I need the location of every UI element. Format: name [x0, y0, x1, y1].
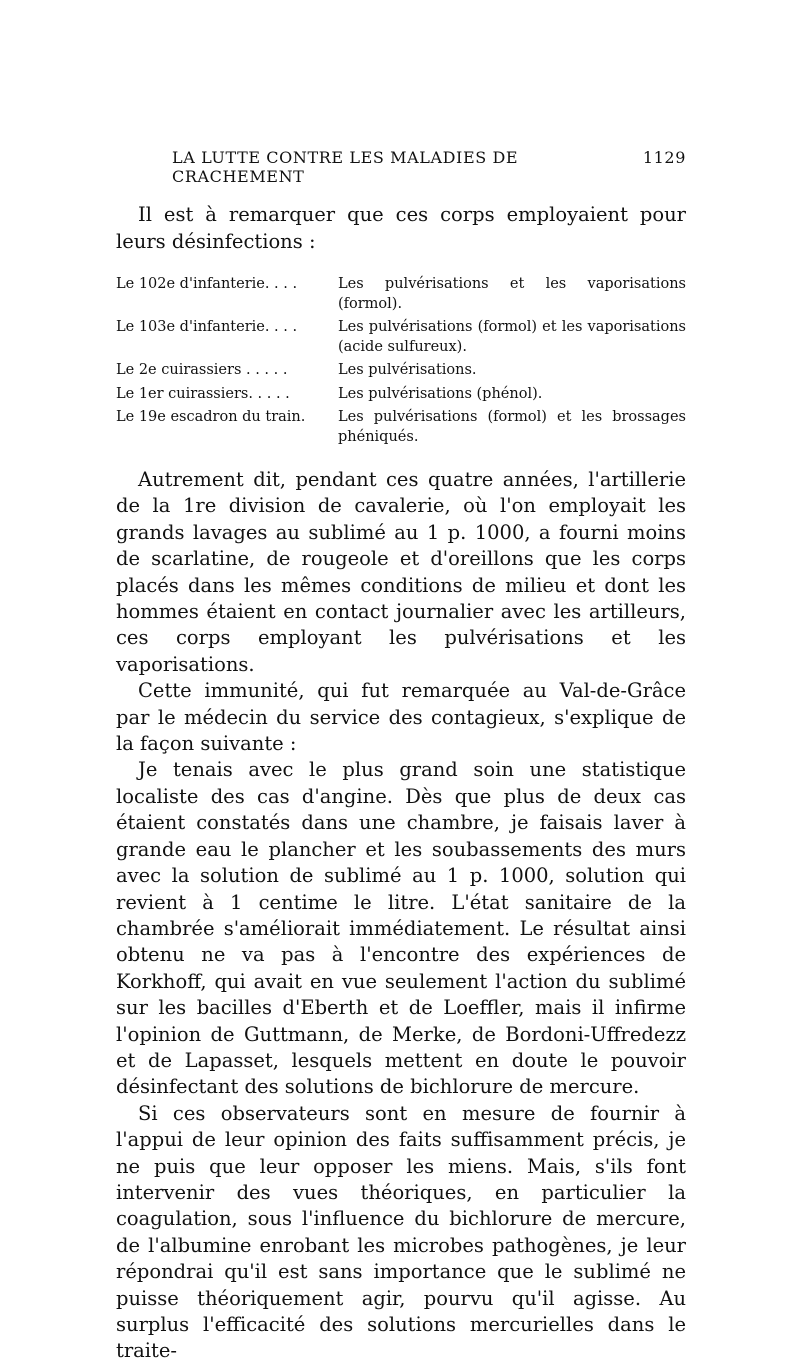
disinfection-method: Les pulvérisations (formol) et les brossages phéniqués. [338, 409, 686, 445]
paragraph: Autrement dit, pendant ces quatre années, l'artillerie de la 1re division de cavalerie, où l'on employait les grands lavages au sublimé au 1 p. 1000, a fourni moins de scarlatine, de rougeole et d'oreillons que les corps placés dans les mêmes conditions de milieu et dont les hommes étaient en contact journalier avec les artilleurs, ces corps employant les pulvérisations et les vaporisations. [116, 468, 686, 676]
table-row [116, 385, 686, 409]
page [116, 148, 686, 1365]
page-number: 1129 [642, 148, 686, 167]
running-header [172, 148, 686, 186]
unit-name: Le 102e d'infanterie. . . . [116, 276, 298, 292]
intro-paragraph: Il est à remarquer que ces corps employaient pour leurs désinfections : [116, 203, 686, 253]
table-row [116, 361, 686, 385]
disinfection-method: Les pulvérisations (formol) et les vaporisations (acide sulfureux). [338, 319, 686, 355]
table-row [116, 408, 686, 451]
table-row [116, 318, 686, 361]
paragraph: Si ces observateurs sont en mesure de fournir à l'appui de leur opinion des faits suffisamment précis, je ne puis que leur opposer les miens. Mais, s'ils font intervenir des vues théoriques, en particulier la coagulation, sous l'influence du bichlorure de mercure, de l'albumine enrobant les microbes pathogènes, je leur répondrai qu'il est sans importance que le sublimé ne puisse théoriquement agir, pourvu qu'il agisse. Au surplus l'efficacité des solutions mercurielles dans le traite- [116, 1101, 686, 1363]
paragraph: Cette immunité, qui fut remarquée au Val-de-Grâce par le médecin du service des contagieux, s'explique de la façon suivante : [116, 679, 686, 756]
paragraph: Je tenais avec le plus grand soin une statistique localiste des cas d'angine. Dès que plus de deux cas étaient constatés dans une chambre, je faisais laver à grande eau le plancher et les soubassements des murs avec la solution de sublimé au 1 p. 1000, solution qui revient à 1 centime le litre. L'état sanitaire de la chambrée s'améliorait immédiatement. Le résultat ainsi obtenu ne va pas à l'encontre des expériences de Korkhoff, qui avait en vue seulement l'action du sublimé sur les bacilles d'Eberth et de Loeffler, mais il infirme l'opinion de Guttmann, de Merke, de Bordoni-Uffredezz et de Lapasset, lesquels mettent en doute le pouvoir désinfectant des solutions de bichlorure de mercure. [116, 758, 686, 1099]
unit-name: Le 19e escadron du train. [116, 409, 306, 425]
body-text [116, 467, 686, 1365]
table-row [116, 275, 686, 318]
disinfection-table [116, 275, 686, 451]
unit-name: Le 2e cuirassiers . . . . . [116, 362, 288, 378]
disinfection-method: Les pulvérisations. [338, 362, 477, 378]
disinfection-method: Les pulvérisations et les vaporisations (formol). [338, 276, 686, 312]
unit-name: Le 1er cuirassiers. . . . . [116, 385, 290, 402]
disinfection-method: Les pulvérisations (phénol). [338, 385, 543, 402]
running-title: LA LUTTE CONTRE LES MALADIES DE CRACHEMENT [172, 148, 519, 186]
unit-name: Le 103e d'infanterie. . . . [116, 319, 298, 335]
